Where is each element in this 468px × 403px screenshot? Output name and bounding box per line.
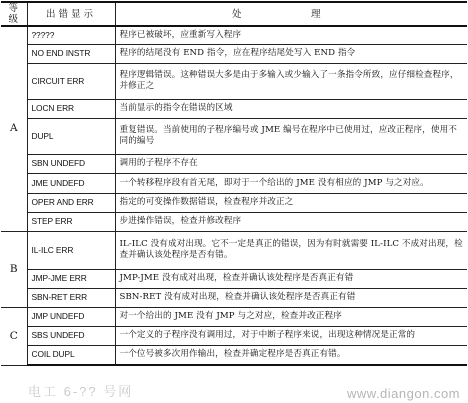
error-code-table-image [1, 1, 467, 401]
handling-text: 一个定义的子程序没有调用过，对于中断子程序来说，出现这种情况是正常的 [115, 326, 467, 345]
handling-text: 一个转移程序段有首无尾，即对于一个给出的 JME 没有相应的 JMP 与之对应。 [115, 173, 467, 193]
error-code: SBS UNDEFD [27, 326, 115, 345]
level-cell-b: B [1, 231, 27, 307]
error-code: CIRCUIT ERR [27, 63, 115, 99]
watermark-left: 电工 6-?? 号网 [28, 384, 134, 399]
table-row [1, 326, 467, 345]
handling-text: 步进操作错误，检查并修改程序 [115, 212, 467, 231]
table-row [1, 63, 467, 99]
handling-text: 一个位号被多次用作输出，检查并确定程序是否真正有错。 [115, 345, 467, 365]
header-handling: 处 理 [115, 2, 467, 26]
table-row [1, 231, 467, 269]
handling-text: 调用的子程序不存在 [115, 154, 467, 173]
table-row [1, 173, 467, 193]
handling-text: JMP-JME 没有成对出现，检查并确认该处程序是否真正有错 [115, 269, 467, 288]
error-code: DUPL [27, 118, 115, 154]
header-error-display: 出错显示 [27, 2, 115, 26]
error-code: LOCN ERR [27, 99, 115, 118]
error-code: SBN UNDEFD [27, 154, 115, 173]
error-code: SBN-RET ERR [27, 288, 115, 307]
handling-text: 程序的结尾没有 END 指令，应在程序结尾处写入 END 指令 [115, 44, 467, 63]
handling-text: 当前显示的指令在错误的区域 [115, 99, 467, 118]
table-row [1, 99, 467, 118]
error-code: IL-ILC ERR [27, 231, 115, 269]
handling-text: 程序已被破坏，应重新写入程序 [115, 26, 467, 44]
table-row [1, 154, 467, 173]
handling-text: SBN-RET 没有成对出现，检查并确认该处程序是否真正有错 [115, 288, 467, 307]
error-code: JME UNDEFD [27, 173, 115, 193]
error-code: COIL DUPL [27, 345, 115, 365]
table-row [1, 307, 467, 326]
handling-text: IL-ILC 没有成对出现。它不一定是真正的错误，因为有时就需要 IL-ILC 不成对出现，检查并确认该处程序是否有错。 [115, 231, 467, 269]
table-row [1, 345, 467, 365]
error-code: OPER AND ERR [27, 193, 115, 212]
table-row [1, 288, 467, 307]
error-code: JMP UNDEFD [27, 307, 115, 326]
level-cell-c: C [1, 307, 27, 365]
error-code: NO END INSTR [27, 44, 115, 63]
table-row [1, 44, 467, 63]
table-row [1, 212, 467, 231]
handling-text: 重复错误。当前使用的子程序编号或 JME 编号在程序中已使用过，应改正程序，使用不同的编号 [115, 118, 467, 154]
handling-text: 指定的可变操作数据错误，检查程序并改正之 [115, 193, 467, 212]
error-code: JMP-JME ERR [27, 269, 115, 288]
table-row [1, 193, 467, 212]
watermark-site-url: www.diangon.com [347, 386, 460, 401]
table-header-row [1, 2, 467, 26]
header-level: 等级 [1, 2, 27, 26]
level-cell-a: A [1, 26, 27, 231]
error-code: ????? [27, 26, 115, 44]
error-code: STEP ERR [27, 212, 115, 231]
error-code-table [1, 1, 467, 366]
handling-text: 对一个给出的 JME 没有 JMP 与之对应，检查并改正程序 [115, 307, 467, 326]
table-row [1, 118, 467, 154]
handling-text: 程序逻辑错误。这种错误大多是由于多输入或少输入了一条指令所致，应仔细检查程序，并修正之 [115, 63, 467, 99]
table-row [1, 26, 467, 44]
table-row [1, 269, 467, 288]
